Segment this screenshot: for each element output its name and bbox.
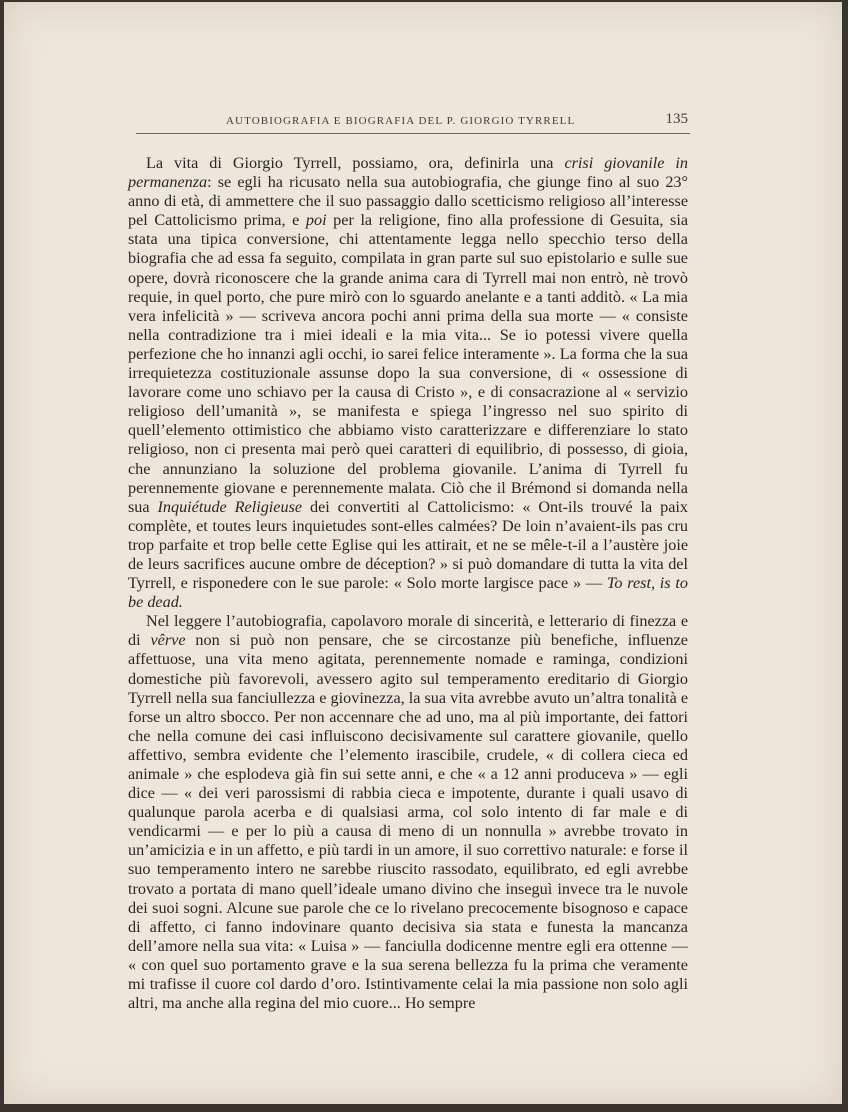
text-run: La vita di Giorgio Tyrrell, possiamo, ora, definirla una <box>146 154 565 172</box>
text-run: dei convertiti al Cattolicismo: « Ont-ils trouvé la paix complète, et toutes leurs inquietudes sont-elles calmées? De loin n’avaient-ils pas cru trop parfaite et trop belle cette Eglise qui les attirait, et ne se mêle-t-il a l’austère joie de leurs sacrifices aucune ombre de déception? » si può domandare di tutta la vita del Tyrrell, e risponedere con le sue parole: « Solo morte largisce pace » — <box>128 497 688 593</box>
italic-text-run: To rest, is to be dead. <box>128 574 688 612</box>
text-run: : se egli ha ricusato nella sua autobiografia, che giunge fino al suo 23° anno di età, di ammettere che il suo passaggio dallo scetticismo religioso all’interesse pel Cattolicismo prima, e <box>128 173 688 230</box>
text-run: Nel leggere l’autobiografia, capolavoro morale di sincerità, e letterario di finezza e di <box>128 612 688 650</box>
italic-text-run: poi <box>305 211 327 230</box>
header-title: AUTOBIOGRAFIA E BIOGRAFIA DEL P. GIORGIO TYRRELL <box>226 115 576 127</box>
paragraph-2 <box>128 612 688 1013</box>
text-run: non si può non pensare, che se circostanze più benefiche, influenze affettuose, una vita meno agitata, perennemente nomade e raminga, condizioni domestiche più favorevoli, avessero agito sul temperamento ereditario di Giorgio Tyrrell nella sua fanciullezza e giovinezza, la sua vita avrebbe avuto un’altra tonalità e forse un altro sbocco. Per non accennare che ad uno, ma al più importante, dei fattori che nella comune dei casi influiscono decisivamente sul carattere giovanile, quello affettivo, sembra evidente che l’elemento irascibile, crudele, « di collera cieca ed animale » che esplodeva già fin sui sette anni, e che « a 12 anni produceva » — egli dice — « dei veri parossismi di rabbia cieca e impotente, durante i quali usavo di qualunque parola acerba e di qualsiasi arma, col solo intento di far male e di vendicarmi — e per lo più a causa di meno di un nonnulla » avrebbe trovato in un’amicizia e in un affetto, e più tardi in un amore, il suo correttivo naturale: e forse il suo temperamento intero ne sarebbe riuscito rassodato, equilibrato, ed egli avrebbe trovato a portata di mano quell’ideale umano divino che inseguì invece tra le nuvole dei suoi sogni. Alcune sue parole che ce lo rivelano precocemente bisognoso e capace di affetto, ci fanno indovinare quanto decisiva sia stata e funesta la mancanza dell’amore nella sua vita: « Luisa » — fanciulla dodicenne mentre egli era ottenne — « con quel suo portamento grave e la sua serena bellezza fu la prima che veramente mi trafisse il cuore col dardo d’oro. Istintivamente celai la mia passione non solo agli altri, ma anche alla regina del mio cuore... Ho sempre <box>128 631 688 1013</box>
paragraph-1 <box>128 154 688 612</box>
text-run: per la religione, fino alla professione di Gesuita, sia stata una tipica conversione, chi attentamente legga nello specchio terso della biografia che ad essa fa seguito, compilata in gran parte sul suo epistolario e sulle sue opere, dovrà riconoscere che la grande anima cara di Tyrrell mai non entrò, nè trovò requie, in quel porto, che pure mirò con lo sguardo anelante e a tanti additò. « La mia vera infelicità » — scriveva ancora pochi anni prima della sua morte — « consiste nella contradizione tra i miei ideali e la mia vita... Se io potessi vivere quella perfezione che ho innanzi agli occhi, io sarei felice interamente ». La forma che la sua irrequietezza costituzionale assunse dopo la sua conversione, di « ossessione di lavorare come uno schiavo per la causa di Cristo », e di consacrazione al « servizio religioso dell’umanità », se manifesta e spiega l’ingresso nel suo spirito di quell’elemento ottimistico che abbiamo visto caratterizzare e differenziare lo stato religioso, non ci presenta mai però quei caratteri di equilibrio, di possesso, di gioia, che annunziano la soluzione del problema giovanile. L’anima di Tyrrell fu perennemente giovane e perennemente malata. Ciò che il Brémond si domanda nella sua <box>128 211 689 516</box>
running-header <box>136 111 690 134</box>
page-number: 135 <box>665 111 688 127</box>
italic-text-run: vêrve <box>150 631 186 650</box>
italic-text-run: crisi giovanile in permanenza <box>128 154 689 192</box>
italic-text-run: Inquiétude Religieuse <box>157 497 303 516</box>
body-text <box>128 154 688 1013</box>
book-page <box>4 2 842 1104</box>
